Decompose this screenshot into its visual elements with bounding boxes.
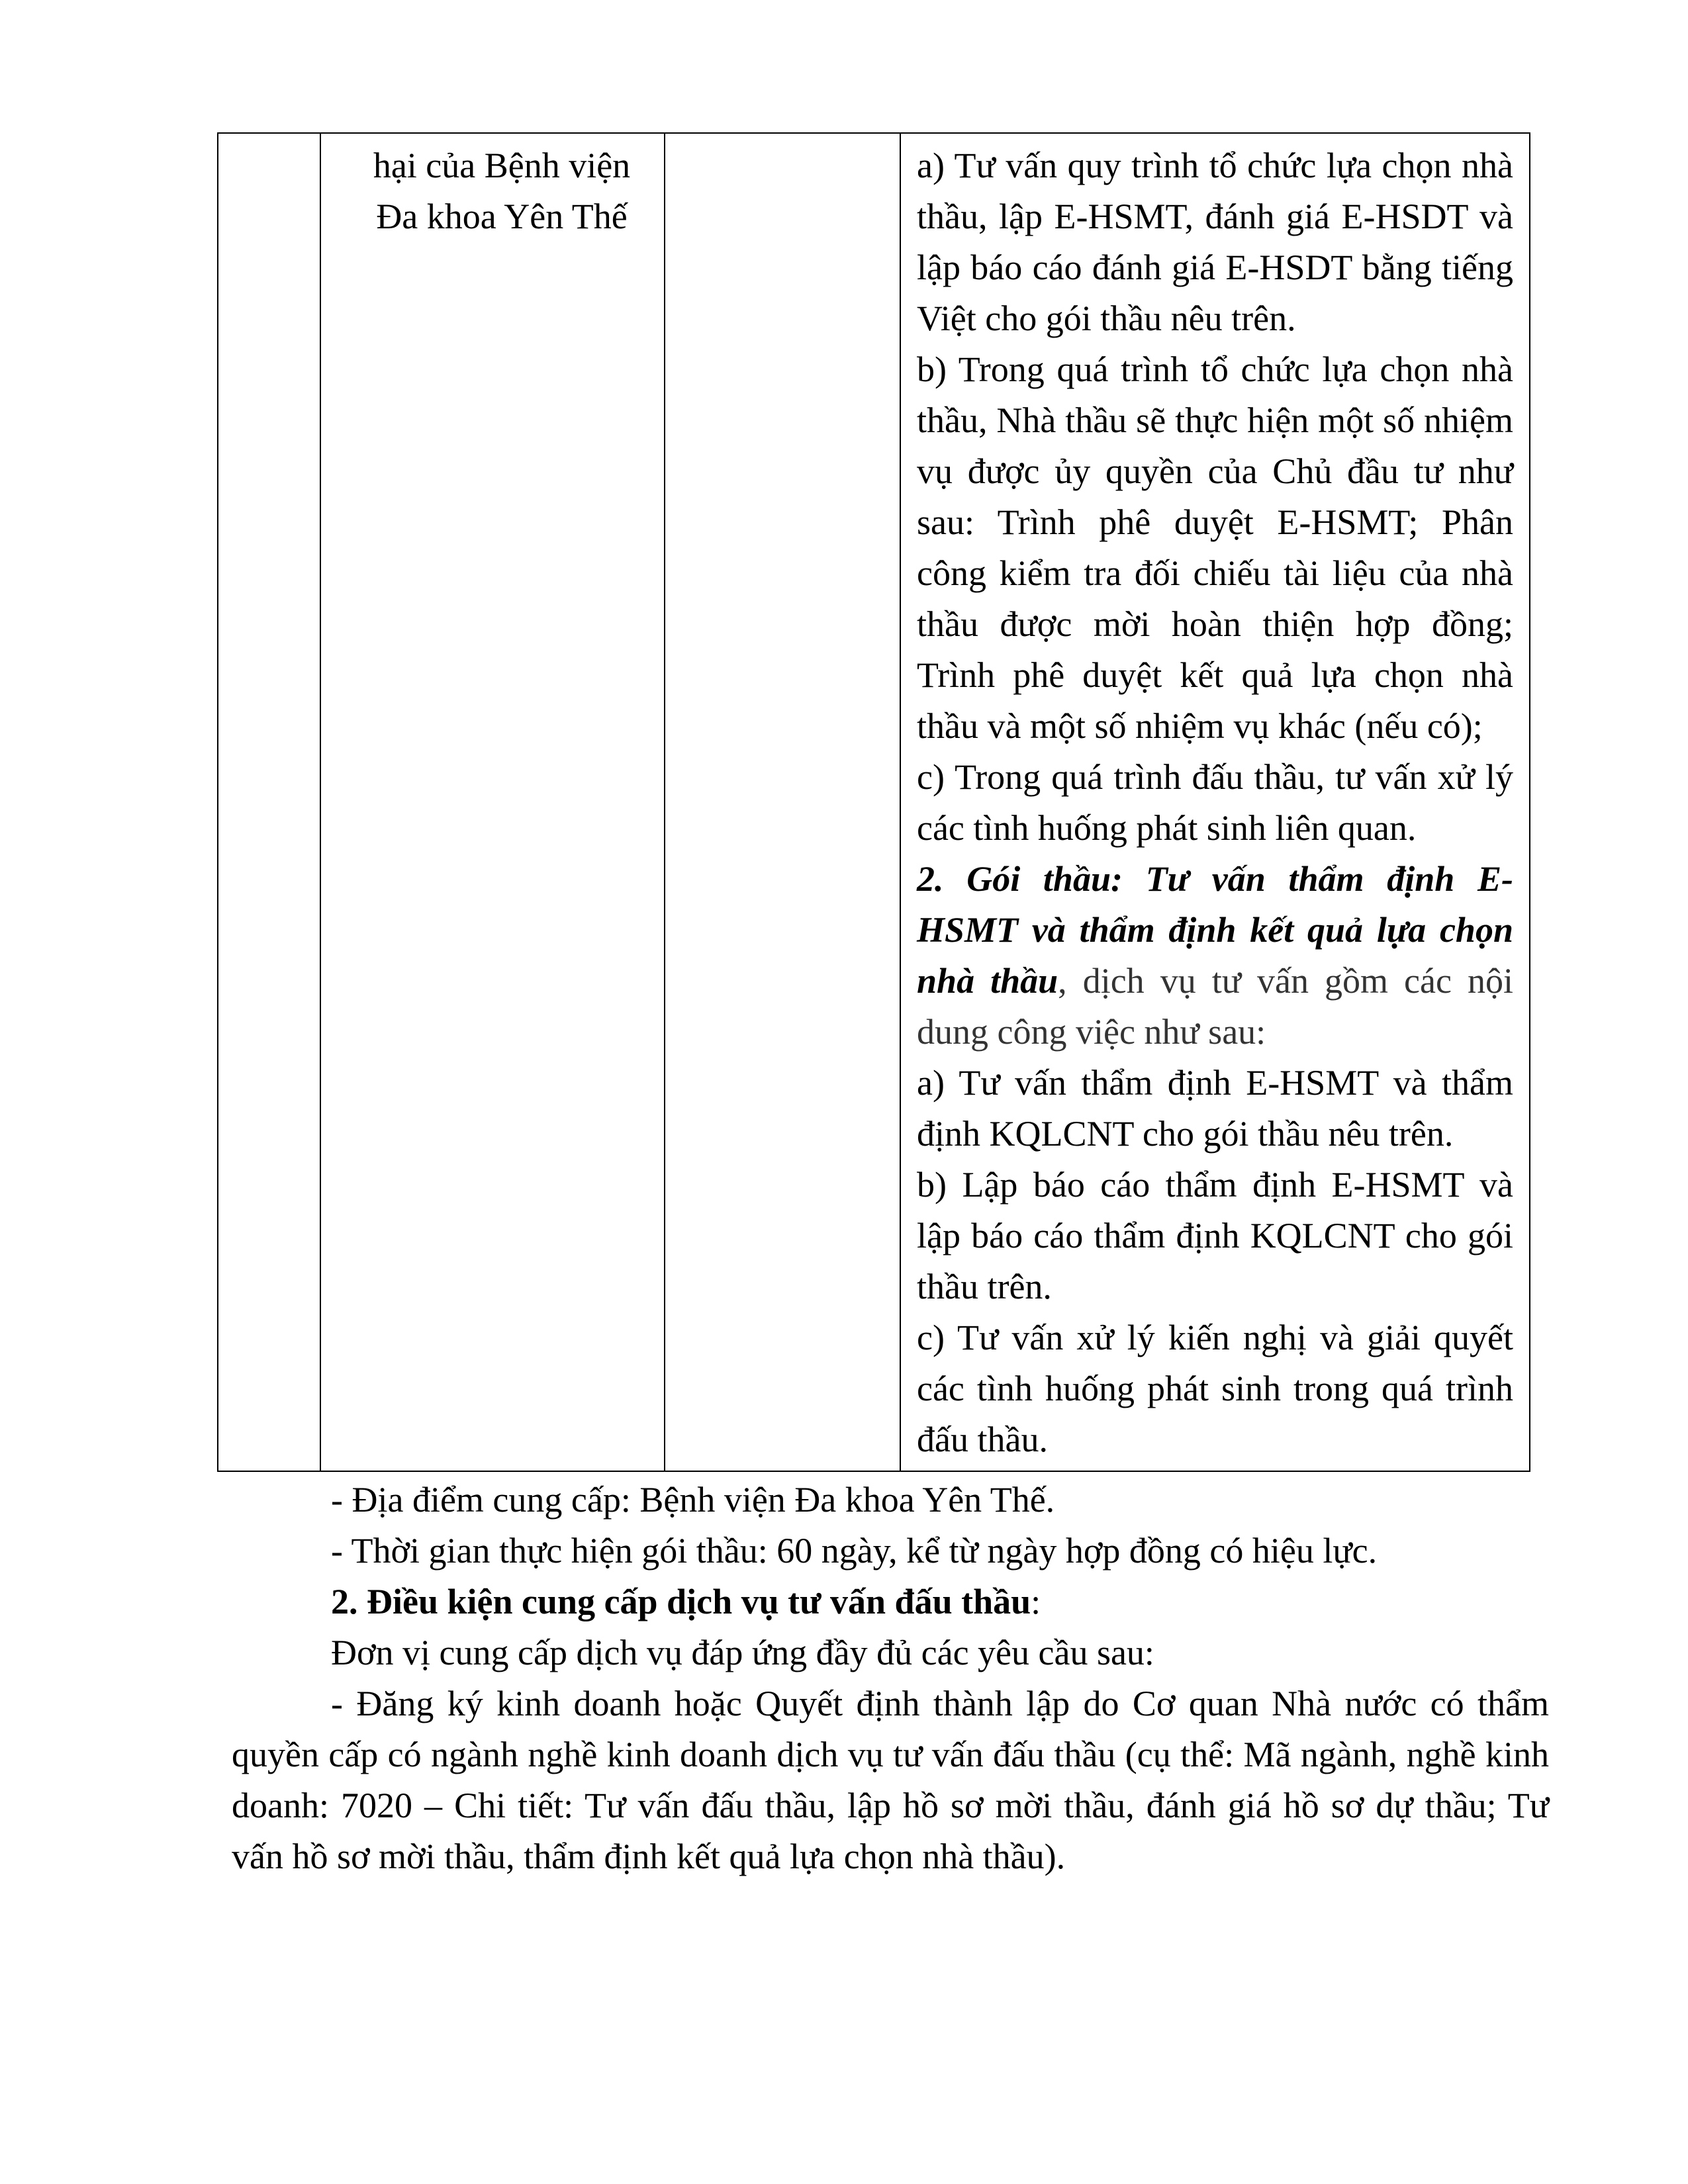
scope-item-a1: a) Tư vấn quy trình tổ chức lựa chọn nhà thầu, lập E-HSMT, đánh giá E-HSDT và lập báo cáo đánh giá E-HSDT bằng tiếng Việt cho gói thầu nêu trên. — [917, 146, 1513, 338]
scope-item-c1: c) Trong quá trình đấu thầu, tư vấn xử lý các tình huống phát sinh liên quan. — [917, 757, 1513, 848]
table-cell-empty — [665, 133, 900, 1471]
section-2-colon: : — [1031, 1582, 1041, 1621]
table-cell-scope — [900, 133, 1530, 1471]
body-text — [232, 1475, 1549, 1882]
services-table — [217, 132, 1530, 1472]
table-cell-index — [218, 133, 320, 1471]
scope-item-a2: a) Tư vấn thẩm định E-HSMT và thẩm định KQLCNT cho gói thầu nêu trên. — [917, 1063, 1513, 1154]
package-name-line-2: Đa khoa Yên Thế — [376, 197, 628, 236]
duration-line: - Thời gian thực hiện gói thầu: 60 ngày, kể từ ngày hợp đồng có hiệu lực. — [331, 1531, 1378, 1570]
package-name-line-1: hại của Bệnh viện — [373, 146, 631, 185]
table-row — [218, 133, 1530, 1471]
table-cell-package-name — [320, 133, 665, 1471]
requirement-paragraph: - Đăng ký kinh doanh hoặc Quyết định thành lập do Cơ quan Nhà nước có thẩm quyền cấp có ngành nghề kinh doanh dịch vụ tư vấn đấu thầu (cụ thể: Mã ngành, nghề kinh doanh: 7020 – Chi tiết: Tư vấn đấu thầu, lập hồ sơ mời thầu, đánh giá hồ sơ dự thầu; Tư vấn hồ sơ mời thầu, thẩm định kết quả lựa chọn nhà thầu). — [232, 1684, 1549, 1876]
package-2-description: , dịch vụ tư vấn gồm các nội dung công việc như sau: — [917, 961, 1513, 1052]
section-2-title: 2. Điều kiện cung cấp dịch vụ tư vấn đấu thầu — [331, 1582, 1031, 1621]
scope-item-b2: b) Lập báo cáo thẩm định E-HSMT và lập báo cáo thẩm định KQLCNT cho gói thầu trên. — [917, 1165, 1513, 1306]
intro-line: Đơn vị cung cấp dịch vụ đáp ứng đầy đủ các yêu cầu sau: — [331, 1633, 1154, 1672]
package-2-paragraph — [917, 854, 1513, 1058]
scope-item-b1: b) Trong quá trình tổ chức lựa chọn nhà thầu, Nhà thầu sẽ thực hiện một số nhiệm vụ được ủy quyền của Chủ đầu tư như sau: Trình phê duyệt E-HSMT; Phân công kiểm tra đối chiếu tài liệu của nhà thầu được mời hoàn thiện hợp đồng; Trình phê duyệt kết quả lựa chọn nhà thầu và một số nhiệm vụ khác (nếu có); — [917, 349, 1513, 746]
section-2-heading — [232, 1576, 1549, 1627]
scope-item-c2: c) Tư vấn xử lý kiến nghị và giải quyết các tình huống phát sinh trong quá trình đấu thầu. — [917, 1318, 1513, 1459]
package-2-title: 2. Gói thầu: Tư vấn thẩm định E-HSMT và thẩm định kết quả lựa chọn nhà thầu — [917, 859, 1513, 1001]
location-line: - Địa điểm cung cấp: Bệnh viện Đa khoa Yên Thế. — [331, 1480, 1055, 1520]
